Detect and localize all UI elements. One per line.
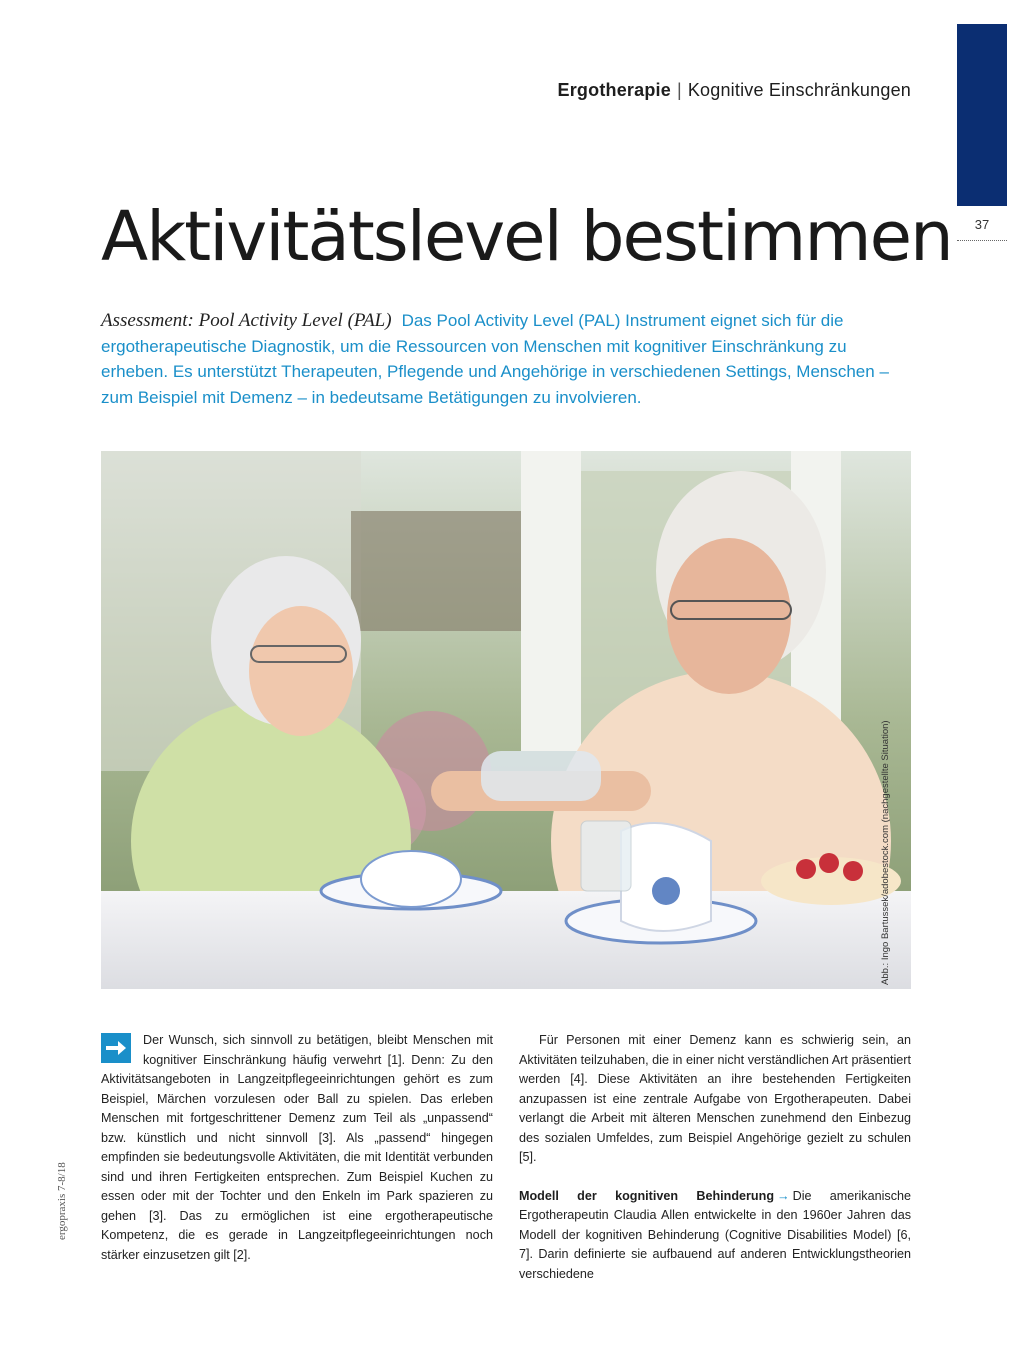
section-color-tab (957, 24, 1007, 206)
body-column-right (519, 1031, 911, 1284)
header-section: Ergotherapie (557, 80, 671, 100)
lead-paragraph (101, 308, 911, 410)
photo-illustration (101, 451, 911, 989)
subheading: Modell der kognitiven Behinderung (519, 1188, 775, 1203)
lead-kicker: Assessment: Pool Activity Level (PAL) (101, 310, 392, 331)
article-title: Aktivitätslevel bestimmen (101, 197, 952, 277)
body-paragraph: Der Wunsch, sich sinnvoll zu betätigen, bleibt Menschen mit kognitiver Einschränkung häufig verwehrt [1]. Denn: Zu den Aktivitätsangeboten in Langzeitpflegeeinrichtungen gehört es zum Beispiel, Märchen vorzulesen oder Ball zu spielen. Das erleben Menschen mit fortgeschrittener Demenz zum Teil als „unpassend“ bzw. künstlich und nicht sinnvoll [3]. Als „passend“ hingegen empfinden sie bedeutungsvolle Aktivitäten, die mit Identität verbunden sind und ihren Fertigkeiten entsprechen. Zum Beispiel Kuchen zu essen oder mit der Tochter und den Enkeln im Park spazieren zu gehen [3]. Das zu ermöglichen ist eine ergotherapeutische Kompetenz, die es gerade in Langzeitpflegeeinrichtungen noch stärker einzusetzen gilt [2]. (101, 1033, 493, 1262)
header-separator: | (676, 80, 682, 100)
subheading-arrow-icon: → (777, 1188, 790, 1203)
page-number: 37 (957, 215, 1007, 245)
lead-text: Das Pool Activity Level (PAL) Instrument eignet sich für die ergotherapeutische Diagnostik, um die Ressourcen von Menschen mit kognitiver Einschränkung zu erheben. Es unterstützt Therapeuten, Pflegende und Angehörige in verschiedenen Settings, Menschen – zum Beispiel mit Demenz – in bedeutsame Betätigungen zu involvieren. (101, 311, 889, 407)
body-paragraph-text: Die amerikanische Ergotherapeutin Claudia Allen entwickelte in den 1960er Jahren das Modell der kognitiven Behinderung (Cognitive Disabilities Model) [6, 7]. Darin definierte sie aufbauend auf anderen Entwicklungstheorien verschiedene (519, 1188, 912, 1281)
body-paragraph-with-subheading (519, 1187, 911, 1285)
body-column-left (101, 1031, 493, 1265)
running-header (558, 80, 911, 101)
photo-credit: Abb.: Ingo Bartussek/adobestock.com (nachgestellte Situation) (880, 720, 891, 985)
article-photo (101, 451, 911, 989)
header-topic: Kognitive Einschränkungen (687, 80, 911, 100)
arrow-right-icon (101, 1033, 131, 1063)
magazine-issue-label: ergopraxis 7-8/18 (56, 1162, 68, 1240)
body-paragraph: Für Personen mit einer Demenz kann es schwierig sein, an Aktivitäten teilzuhaben, die in einer nicht verständlichen Art präsentiert werden [4]. Diese Aktivitäten an ihre bestehenden Fertigkeiten anzupassen ist eine zentrale Aufgabe von Ergotherapeuten. Dabei verlangt die Arbeit mit älteren Menschen zunehmend den Einbezug des sozialen Umfeldes, zum Beispiel Angehörige gezielt zu schulen [5]. (519, 1033, 911, 1164)
